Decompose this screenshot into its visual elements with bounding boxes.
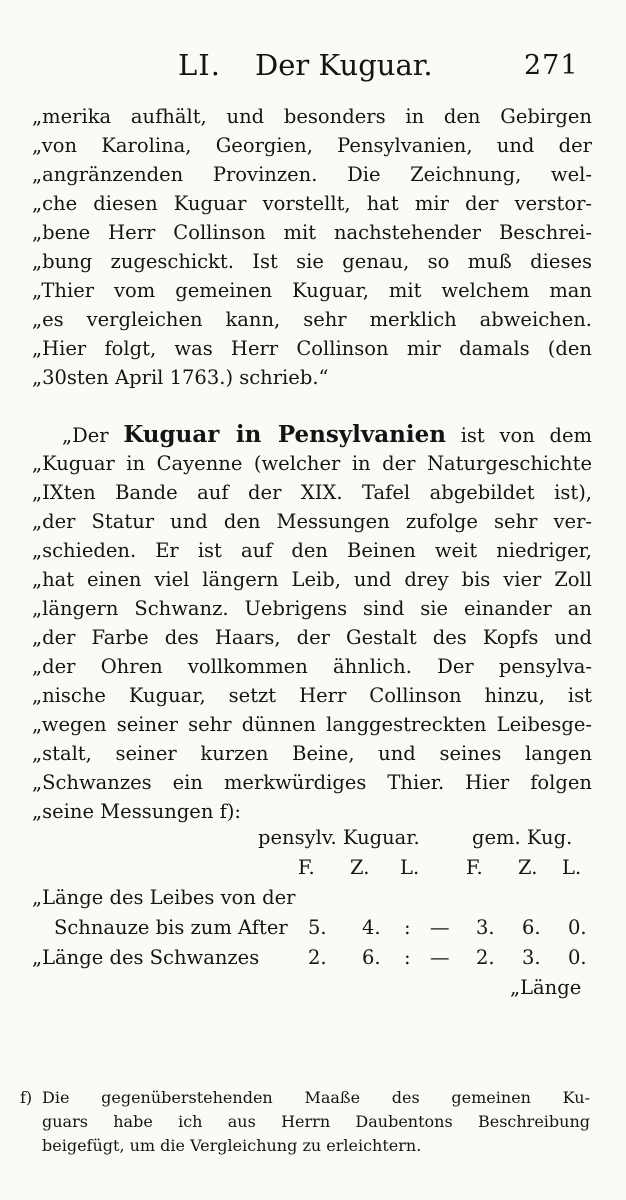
cell-value: 6. [522, 916, 541, 939]
text-line: „nische Kuguar, setzt Herr Collinson hinzu, ist [32, 684, 592, 707]
column-header-pensylvanian: pensylv. Kuguar. [258, 826, 420, 849]
paragraph-1 [32, 102, 592, 392]
text-line: „che diesen Kuguar vorstellt, hat mir der verstor- [32, 192, 592, 215]
text-line: „Thier vom gemeinen Kuguar, mit welchem man [32, 279, 592, 302]
text-line: „es vergleichen kann, sehr merklich abweichen. [32, 308, 592, 331]
unit-inches: Z. [518, 856, 538, 879]
text-line: „Schwanzes ein merkwürdiges Thier. Hier folgen [32, 771, 592, 794]
cell-value: 6. [362, 946, 381, 969]
catchword: „Länge [510, 976, 582, 999]
text-line: „angränzenden Provinzen. Die Zeichnung, wel- [32, 163, 592, 186]
cell-value: 5. [308, 916, 327, 939]
footnote-marker: f) [20, 1088, 33, 1107]
row-label: „Länge des Leibes von der [32, 886, 296, 909]
cell-dash: — [430, 946, 450, 969]
running-title: Der Kuguar. [255, 48, 433, 82]
footnote-text: Die gegenüberstehenden Maaße des gemeinen Ku- [42, 1088, 590, 1107]
footnote-line: beigefügt, um die Vergleichung zu erleichtern. [42, 1136, 422, 1155]
unit-lines: L. [400, 856, 420, 879]
footnote-line: guars habe ich aus Herrn Daubentons Beschreibung [42, 1112, 590, 1131]
text-line: „Kuguar in Cayenne (welcher in der Naturgeschichte [32, 452, 592, 475]
text-line: „von Karolina, Georgien, Pensylvanien, und der [32, 134, 592, 157]
cell-dash: — [430, 916, 450, 939]
page-number: 271 [524, 50, 579, 81]
text-line: „der Statur und den Messungen zufolge sehr ver- [32, 510, 592, 533]
cell-value: 4. [362, 916, 381, 939]
text-line: „Hier folgt, was Herr Collinson mir damals (den [32, 337, 592, 360]
cell-separator: : [404, 946, 411, 969]
text-line: „der Ohren vollkommen ähnlich. Der pensylva- [32, 655, 592, 678]
cell-value: 3. [522, 946, 541, 969]
text-line: „bene Herr Collinson mit nachstehender Beschrei- [32, 221, 592, 244]
unit-feet: F. [466, 856, 483, 879]
footnote-line [20, 1086, 590, 1110]
cell-value: 2. [308, 946, 327, 969]
text-line: „hat einen viel längern Leib, und drey bis vier Zoll [32, 568, 592, 591]
paragraph-2 [32, 420, 592, 826]
row-label: „Länge des Schwanzes [32, 946, 260, 969]
row-label-continued: Schnauze bis zum After [54, 916, 288, 939]
text-line: „der Farbe des Haars, der Gestalt des Kopfs und [32, 626, 592, 649]
text-line: „schieden. Er ist auf den Beinen weit niedriger, [32, 539, 592, 562]
cell-value: 3. [476, 916, 495, 939]
unit-lines: L. [562, 856, 582, 879]
text-fragment: ist von dem [460, 424, 592, 447]
running-header [0, 40, 626, 90]
text-line: „wegen seiner sehr dünnen langgestreckten Leibesge- [32, 713, 592, 736]
text-line: „merika aufhält, und besonders in den Gebirgen [32, 105, 592, 128]
column-header-common: gem. Kug. [472, 826, 573, 849]
text-line: „bung zugeschickt. Ist sie genau, so muß dieses [32, 250, 592, 273]
emphasized-title: Kuguar in Pensylvanien [123, 421, 446, 448]
text-line: „längern Schwanz. Uebrigens sind sie einander an [32, 597, 592, 620]
footnote [20, 1086, 590, 1158]
text-line-first [32, 420, 592, 449]
measurement-table [32, 826, 592, 1006]
unit-feet: F. [298, 856, 315, 879]
cell-value: 0. [568, 946, 587, 969]
text-line: „IXten Bande auf der XIX. Tafel abgebildet ist), [32, 481, 592, 504]
text-line: „stalt, seiner kurzen Beine, und seines langen [32, 742, 592, 765]
cell-value: 2. [476, 946, 495, 969]
chapter-number: LI. [178, 48, 221, 82]
text-line: „seine Messungen f): [32, 800, 241, 823]
body-text [32, 102, 592, 1006]
text-fragment: „Der [62, 424, 109, 447]
cell-separator: : [404, 916, 411, 939]
text-line: „30sten April 1763.) schrieb.“ [32, 366, 329, 389]
cell-value: 0. [568, 916, 587, 939]
unit-inches: Z. [350, 856, 370, 879]
